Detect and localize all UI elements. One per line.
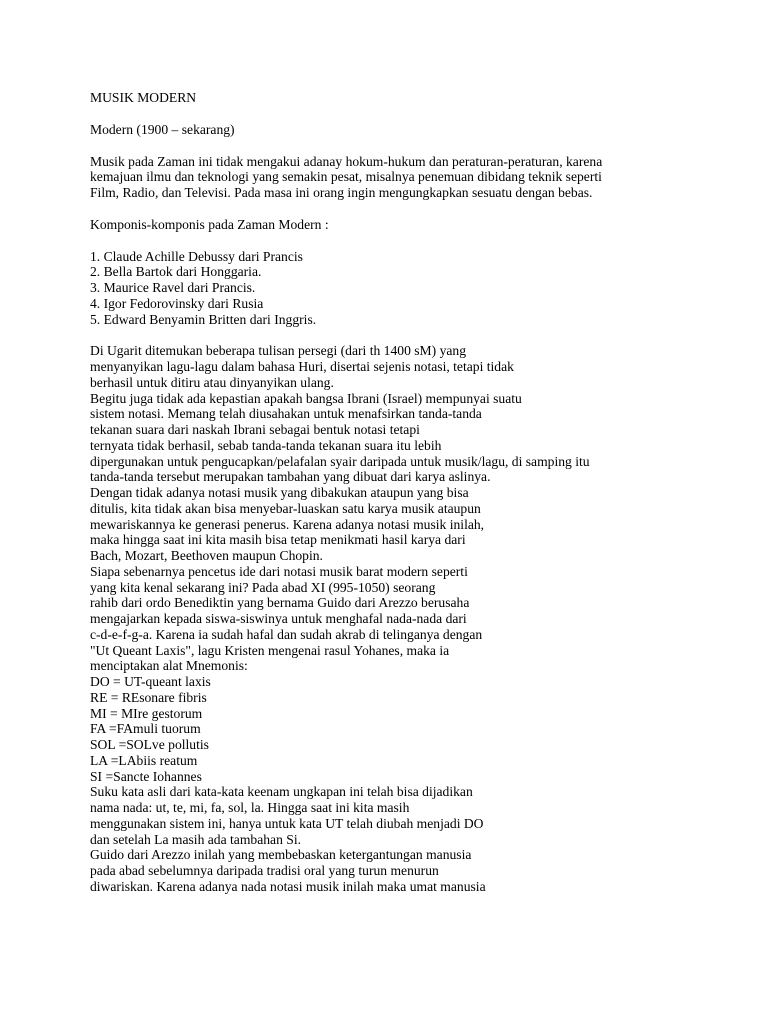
- body-line: MI = MIre gestorum: [90, 705, 203, 721]
- spacer: [90, 201, 730, 217]
- body-text: [90, 343, 730, 894]
- body-line: Di Ugarit ditemukan beberapa tulisan persegi (dari th 1400 sM) yang: [90, 343, 466, 359]
- intro-line: kemajuan ilmu dan teknologi yang semakin pesat, misalnya penemuan dibidang teknik seperti: [90, 169, 602, 185]
- body-line: mengajarkan kepada siswa-siswinya untuk menghafal nada-nada dari: [90, 611, 467, 626]
- body-line: rahib dari ordo Benediktin yang bernama Guido dari Arezzo berusaha: [90, 595, 470, 611]
- body-line: FA =FAmuli tuorum: [90, 721, 201, 737]
- body-line: DO = UT-queant laxis: [90, 674, 211, 689]
- spacer: [90, 233, 730, 249]
- body-line: dan setelah La masih ada tambahan Si.: [90, 831, 302, 847]
- intro-line: Musik pada Zaman ini tidak mengakui adanay hokum-hukum dan peraturan-peraturan, karena: [90, 153, 603, 169]
- body-line: Begitu juga tidak ada kepastian apakah bangsa Ibrani (Israel) mempunyai suatu: [90, 390, 522, 406]
- body-line: menciptakan alat Mnemonis:: [90, 658, 248, 674]
- spacer: [90, 327, 730, 343]
- body-line: diwariskan. Karena adanya nada notasi musik inilah maka umat manusia: [90, 878, 486, 894]
- body-line: pada abad sebelumnya daripada tradisi oral yang turun menurun: [90, 863, 439, 878]
- body-line: sistem notasi. Memang telah diusahakan untuk menafsirkan tanda-tanda: [90, 406, 482, 422]
- document-title: MUSIK MODERN: [90, 90, 197, 105]
- body-line: tekanan suara dari naskah Ibrani sebagai bentuk notasi tetapi: [90, 422, 420, 437]
- composers-heading: Komponis-komponis pada Zaman Modern :: [90, 216, 329, 232]
- body-line: nama nada: ut, te, mi, fa, sol, la. Hingga saat ini kita masih: [90, 800, 410, 815]
- body-line: "Ut Queant Laxis", lagu Kristen mengenai rasul Yohanes, maka ia: [90, 642, 450, 658]
- body-line: SI =Sancte Iohannes: [90, 768, 202, 784]
- spacer: [90, 106, 730, 122]
- body-line: ditulis, kita tidak akan bisa menyebar-luaskan satu karya musik ataupun: [90, 500, 481, 516]
- body-line: Bach, Mozart, Beethoven maupun Chopin.: [90, 548, 323, 563]
- intro-line: Film, Radio, dan Televisi. Pada masa ini orang ingin mengungkapkan sesuatu dengan bebas.: [90, 185, 593, 200]
- body-line: menggunakan sistem ini, hanya untuk kata UT telah diubah menjadi DO: [90, 815, 484, 831]
- body-line: Suku kata asli dari kata-kata keenam ungkapan ini telah bisa dijadikan: [90, 784, 473, 800]
- body-line: Siapa sebenarnya pencetus ide dari notasi musik barat modern seperti: [90, 563, 468, 579]
- body-line: menyanyikan lagu-lagu dalam bahasa Huri, disertai sejenis notasi, tetapi tidak: [90, 359, 514, 374]
- body-line: Dengan tidak adanya notasi musik yang dibakukan ataupun yang bisa: [90, 485, 469, 500]
- body-line: RE = REsonare fibris: [90, 689, 207, 705]
- composer-item: 5. Edward Benyamin Britten dari Inggris.: [90, 311, 317, 327]
- composers-list: [90, 249, 730, 328]
- composer-item: 4. Igor Fedorovinsky dari Rusia: [90, 295, 264, 311]
- composer-item: 1. Claude Achille Debussy dari Prancis: [90, 248, 303, 264]
- body-line: LA =LAbiis reatum: [90, 752, 198, 768]
- body-line: ternyata tidak berhasil, sebab tanda-tanda tekanan suara itu lebih: [90, 437, 442, 453]
- body-line: SOL =SOLve pollutis: [90, 737, 209, 752]
- body-line: Guido dari Arezzo inilah yang membebaskan ketergantungan manusia: [90, 847, 472, 863]
- composer-item: 2. Bella Bartok dari Honggaria.: [90, 264, 262, 280]
- intro-paragraph: [90, 154, 730, 201]
- body-line: tanda-tanda tersebut merupakan tambahan yang dibuat dari karya aslinya.: [90, 469, 491, 485]
- body-line: c-d-e-f-g-a. Karena ia sudah hafal dan sudah akrab di telinganya dengan: [90, 626, 483, 642]
- body-line: mewariskannya ke generasi penerus. Karena adanya notasi musik inilah,: [90, 516, 485, 532]
- spacer: [90, 138, 730, 154]
- body-line: yang kita kenal sekarang ini? Pada abad XI (995-1050) seorang: [90, 579, 436, 595]
- composer-item: 3. Maurice Ravel dari Prancis.: [90, 280, 256, 295]
- body-line: maka hingga saat ini kita masih bisa tetap menikmati hasil karya dari: [90, 532, 466, 548]
- body-line: berhasil untuk ditiru atau dinyanyikan ulang.: [90, 374, 334, 390]
- period-heading: Modern (1900 – sekarang): [90, 121, 235, 137]
- document-content: [90, 90, 730, 895]
- body-line: dipergunakan untuk pengucapkan/pelafalan syair daripada untuk musik/lagu, di samping itu: [90, 453, 590, 469]
